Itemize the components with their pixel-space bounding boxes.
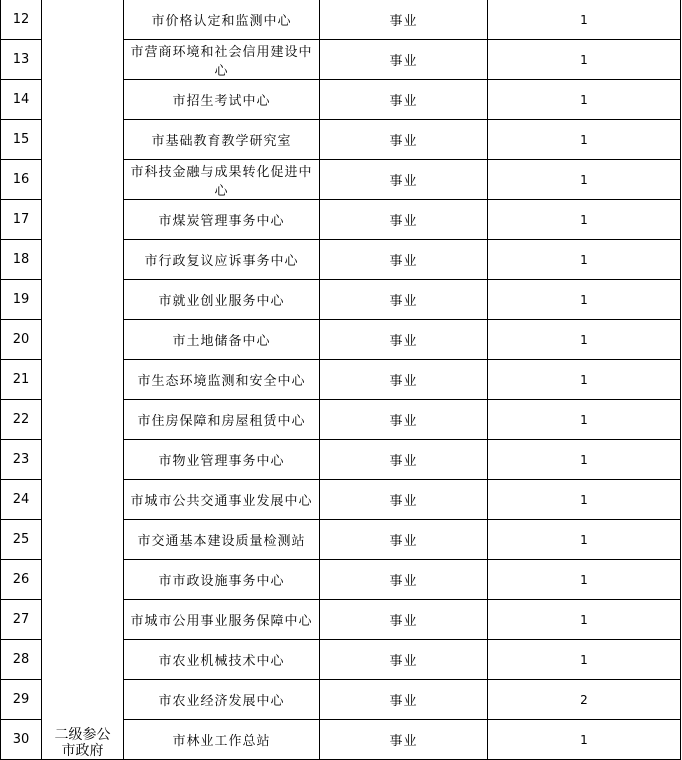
- count-cell: 1: [488, 480, 681, 520]
- count-cell: 1: [488, 400, 681, 440]
- count-cell: 1: [488, 40, 681, 80]
- row-number-cell: 15: [1, 120, 42, 160]
- unit-type-cell: 事业: [320, 560, 488, 600]
- unit-name-cell: 市土地储备中心: [124, 320, 320, 360]
- unit-name-cell: 市价格认定和监测中心: [124, 0, 320, 40]
- row-number-cell: 16: [1, 160, 42, 200]
- count-cell: 1: [488, 560, 681, 600]
- count-cell: 1: [488, 320, 681, 360]
- unit-type-cell: 事业: [320, 640, 488, 680]
- unit-name-cell: 市林业工作总站: [124, 720, 320, 760]
- unit-type-cell: 事业: [320, 240, 488, 280]
- count-cell: 1: [488, 280, 681, 320]
- unit-name-cell: 市物业管理事务中心: [124, 440, 320, 480]
- unit-type-cell: 事业: [320, 400, 488, 440]
- row-number-cell: 27: [1, 600, 42, 640]
- unit-type-cell: 事业: [320, 520, 488, 560]
- unit-type-cell: 事业: [320, 80, 488, 120]
- row-number-cell: 18: [1, 240, 42, 280]
- row-number-cell: 24: [1, 480, 42, 520]
- row-number-cell: 25: [1, 520, 42, 560]
- row-number-cell: 12: [1, 0, 42, 40]
- unit-type-cell: 事业: [320, 0, 488, 40]
- unit-name-cell: 市住房保障和房屋租赁中心: [124, 400, 320, 440]
- unit-type-cell: 事业: [320, 440, 488, 480]
- group-label-line: 二级参公: [54, 727, 111, 743]
- count-cell: 1: [488, 520, 681, 560]
- unit-name-cell: 市基础教育教学研究室: [124, 120, 320, 160]
- row-number-cell: 26: [1, 560, 42, 600]
- row-number-cell: 17: [1, 200, 42, 240]
- count-cell: 1: [488, 240, 681, 280]
- unit-type-cell: 事业: [320, 280, 488, 320]
- unit-name-cell: 市城市公共交通事业发展中心: [124, 480, 320, 520]
- count-cell: 1: [488, 80, 681, 120]
- unit-type-cell: 事业: [320, 360, 488, 400]
- count-cell: 1: [488, 360, 681, 400]
- count-cell: 1: [488, 640, 681, 680]
- count-cell: 1: [488, 0, 681, 40]
- row-number-cell: 21: [1, 360, 42, 400]
- unit-name-cell: 市行政复议应诉事务中心: [124, 240, 320, 280]
- row-number-cell: 14: [1, 80, 42, 120]
- count-cell: 1: [488, 120, 681, 160]
- row-number-cell: 30: [1, 720, 42, 760]
- unit-name-cell: 市市政设施事务中心: [124, 560, 320, 600]
- unit-type-cell: 事业: [320, 480, 488, 520]
- group-cell: [42, 0, 124, 760]
- unit-name-cell: 市科技金融与成果转化促进中心: [124, 160, 320, 200]
- unit-name-cell: 市生态环境监测和安全中心: [124, 360, 320, 400]
- unit-name-cell: 市农业机械技术中心: [124, 640, 320, 680]
- count-cell: 1: [488, 440, 681, 480]
- group-label-line: 市政府: [61, 743, 104, 759]
- unit-type-cell: 事业: [320, 160, 488, 200]
- unit-name-cell: 市招生考试中心: [124, 80, 320, 120]
- count-cell: 2: [488, 680, 681, 720]
- count-cell: 1: [488, 600, 681, 640]
- unit-type-cell: 事业: [320, 720, 488, 760]
- count-cell: 1: [488, 160, 681, 200]
- row-number-cell: 22: [1, 400, 42, 440]
- unit-type-cell: 事业: [320, 320, 488, 360]
- row-number-cell: 23: [1, 440, 42, 480]
- count-cell: 1: [488, 720, 681, 760]
- row-number-cell: 28: [1, 640, 42, 680]
- unit-type-cell: 事业: [320, 120, 488, 160]
- unit-type-cell: 事业: [320, 200, 488, 240]
- row-number-cell: 13: [1, 40, 42, 80]
- row-number-cell: 20: [1, 320, 42, 360]
- unit-name-cell: 市城市公用事业服务保障中心: [124, 600, 320, 640]
- unit-type-cell: 事业: [320, 40, 488, 80]
- table-row: [1, 0, 681, 40]
- position-table-body: [1, 0, 681, 760]
- row-number-cell: 29: [1, 680, 42, 720]
- row-number-cell: 19: [1, 280, 42, 320]
- unit-name-cell: 市营商环境和社会信用建设中心: [124, 40, 320, 80]
- unit-name-cell: 市煤炭管理事务中心: [124, 200, 320, 240]
- unit-type-cell: 事业: [320, 600, 488, 640]
- unit-name-cell: 市交通基本建设质量检测站: [124, 520, 320, 560]
- unit-name-cell: 市就业创业服务中心: [124, 280, 320, 320]
- unit-name-cell: 市农业经济发展中心: [124, 680, 320, 720]
- count-cell: 1: [488, 200, 681, 240]
- unit-type-cell: 事业: [320, 680, 488, 720]
